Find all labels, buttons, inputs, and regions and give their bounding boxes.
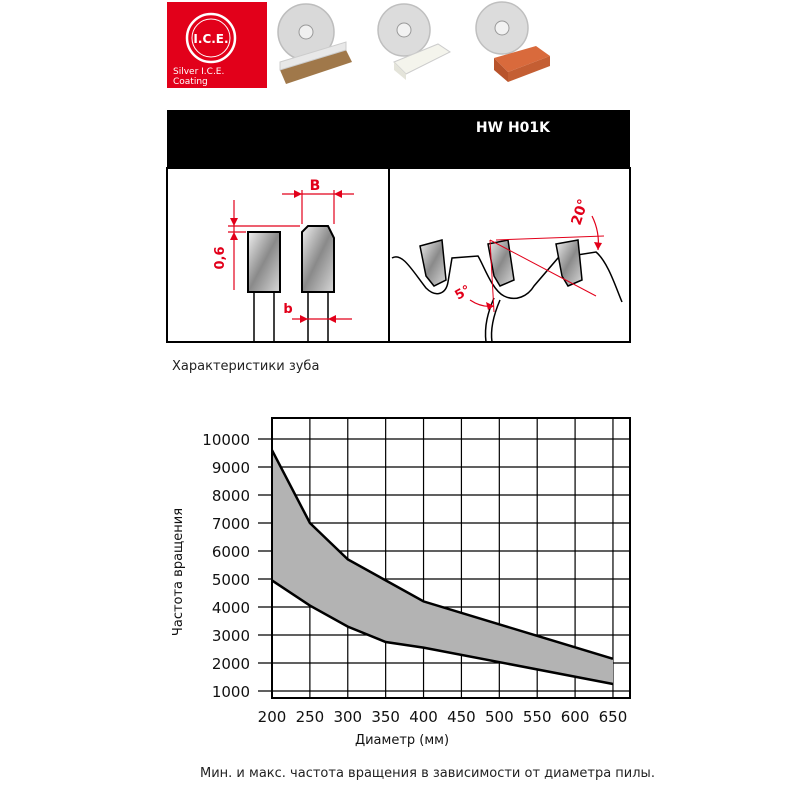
tooth-panel: [167, 110, 630, 342]
rpm-range-band: [272, 450, 613, 684]
label-height: 0,6: [213, 246, 228, 270]
label-angle-20: 20°: [568, 197, 592, 228]
label-B: B: [309, 178, 321, 194]
x-tick-label: 550: [522, 708, 552, 726]
y-tick-label: 8000: [211, 487, 250, 505]
x-tick-label: 650: [598, 708, 628, 726]
y-tick-label: 4000: [211, 599, 250, 617]
chart-caption: [200, 766, 660, 782]
model-title: HW H01K: [475, 120, 550, 136]
rpm-chart: [171, 418, 630, 748]
y-tick-label: 1000: [211, 683, 250, 701]
label-angle-5: 5°: [452, 282, 474, 304]
x-tick-label: 250: [295, 708, 325, 726]
y-tick-label: 7000: [211, 515, 250, 533]
y-tick-label: 2000: [211, 655, 250, 673]
y-tick-label: 9000: [211, 459, 250, 477]
x-tick-label: 450: [447, 708, 476, 726]
y-tick-label: 5000: [211, 571, 250, 589]
x-tick-labels: [258, 708, 628, 726]
label-b: b: [283, 302, 293, 317]
x-tick-label: 600: [560, 708, 590, 726]
ice-badge: [167, 2, 267, 88]
badge-caption-line1: Silver I.C.E.: [173, 67, 225, 77]
x-tick-label: 500: [484, 708, 514, 726]
y-tick-labels: [202, 431, 250, 701]
x-tick-label: 400: [409, 708, 438, 726]
y-tick-label: 10000: [202, 431, 250, 449]
x-tick-label: 350: [371, 708, 400, 726]
x-tick-label: 300: [333, 708, 363, 726]
x-axis-label: Диаметр (мм): [354, 733, 450, 748]
y-tick-label: 3000: [211, 627, 250, 645]
tooth-caption: Характеристики зуба: [172, 359, 320, 374]
saw-on-brick-icon: [476, 2, 550, 82]
y-tick-label: 6000: [211, 543, 250, 561]
y-axis-label: Частота вращения: [171, 507, 186, 637]
ice-logo-text: I.C.E.: [193, 32, 229, 46]
chart-caption-text: Мин. и макс. частота вращения в зависимости от диаметра пилы.: [200, 766, 655, 781]
x-tick-label: 200: [257, 708, 287, 726]
saw-on-wood-icon: [278, 4, 352, 84]
badge-caption-line2: Coating: [173, 77, 208, 87]
saw-on-foam-block-icon: [378, 4, 450, 80]
